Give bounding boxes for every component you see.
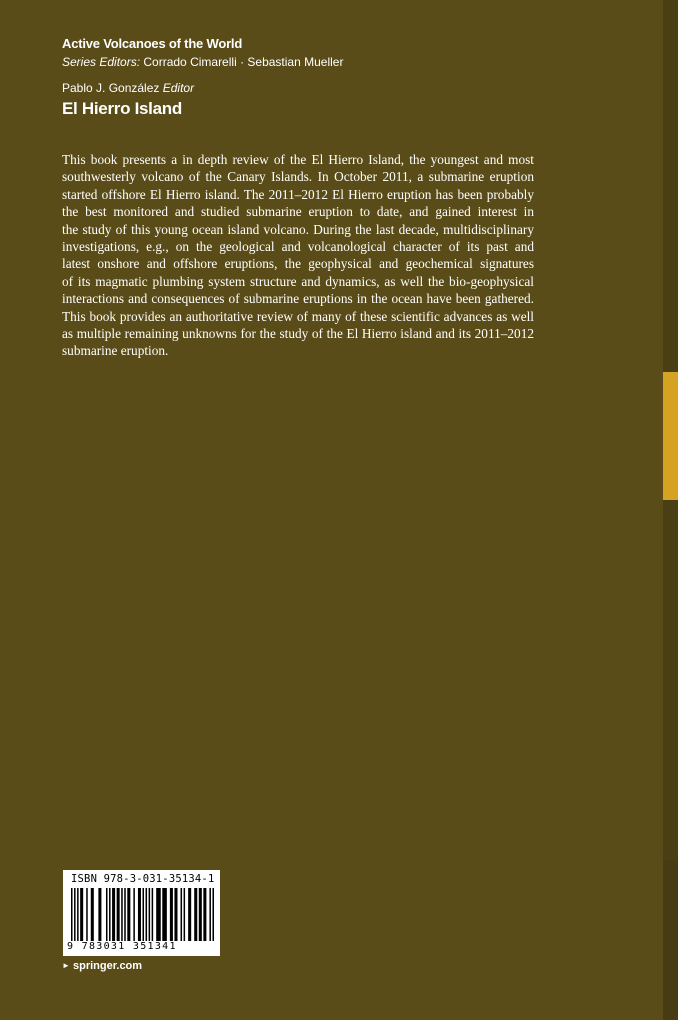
barcode-bar (143, 888, 145, 944)
barcode-bar (199, 888, 202, 944)
barcode-bar (149, 888, 151, 944)
barcode-bars (71, 888, 214, 944)
barcode-bar (98, 888, 101, 944)
book-title: El Hierro Island (62, 99, 182, 118)
description-line: submarine eruption. (62, 343, 169, 359)
spine-accent-bar (663, 372, 678, 500)
barcode-digits: 9 783031 351341 (67, 941, 217, 952)
barcode-bar (146, 888, 148, 944)
barcode-bar (112, 888, 115, 944)
series-editors (62, 55, 343, 69)
barcode-bar (121, 888, 123, 944)
spine-lower-shade (663, 860, 678, 1020)
barcode-bar (209, 888, 211, 944)
barcode-bar (127, 888, 130, 944)
arrow-icon: ► (62, 961, 70, 970)
book-description (62, 151, 534, 360)
barcode-bar (77, 888, 79, 944)
isbn-label: ISBN 978-3-031-35134-1 (71, 873, 215, 885)
barcode-bar (71, 888, 73, 944)
barcode-bar (181, 888, 183, 944)
description-line: as multiple remaining unknowns for the study of the El Hierro island and its 2011–2012 (62, 326, 534, 342)
barcode-bar (156, 888, 161, 944)
barcode-bar (117, 888, 120, 944)
barcode-bar (106, 888, 108, 944)
barcode-bar (194, 888, 197, 944)
description-line: of its magmatic plumbing system structure and dynamics, as well the bio-geophysical (62, 273, 534, 289)
barcode-bar (124, 888, 126, 944)
barcode-bar (174, 888, 177, 944)
editor-role: Editor (162, 81, 195, 95)
book-editor (62, 81, 194, 95)
barcode-bar (138, 888, 141, 944)
barcode-bar (91, 888, 94, 944)
series-editors-names: Corrado Cimarelli · Sebastian Mueller (143, 55, 344, 69)
barcode-bar (162, 888, 167, 944)
publisher-url-text: springer.com (72, 960, 143, 972)
description-line: This book presents a in depth review of the El Hierro Island, the youngest and most (62, 152, 534, 167)
barcode-bar (212, 888, 214, 944)
barcode-bar (74, 888, 76, 944)
description-line: started offshore El Hierro island. The 2011–2012 El Hierro eruption has been probably (62, 186, 534, 202)
barcode-bar (80, 888, 83, 944)
description-line: interactions and consequences of submarine eruptions in the ocean have been gathered. (62, 291, 534, 307)
barcode-bar (184, 888, 186, 944)
barcode-bar (152, 888, 154, 944)
barcode-bar (133, 888, 135, 944)
description-line: the study of this young ocean island volcano. During the last decade, multidisciplinary (62, 221, 534, 237)
description-line: the best monitored and studied submarine eruption to date, and gained interest in (62, 204, 534, 220)
description-line: southwesterly volcano of the Canary Islands. In October 2011, a submarine eruption (62, 169, 534, 185)
barcode-bar (86, 888, 88, 944)
barcode-bar (203, 888, 206, 944)
series-editors-label: Series Editors: (62, 55, 141, 69)
description-line: This book provides an authoritative review of many of these scientific advances as well (62, 308, 534, 324)
description-line: investigations, e.g., on the geological and volcanological character of its past and (62, 239, 534, 255)
barcode-bar (188, 888, 191, 944)
barcode-bar (109, 888, 111, 944)
barcode-bar (170, 888, 173, 944)
series-title: Active Volcanoes of the World (62, 36, 243, 51)
publisher-url[interactable] (62, 960, 142, 972)
editor-name: Pablo J. González (62, 81, 160, 95)
isbn-barcode (63, 870, 220, 956)
description-line: latest onshore and offshore eruptions, the geophysical and geochemical signatures (62, 256, 534, 272)
